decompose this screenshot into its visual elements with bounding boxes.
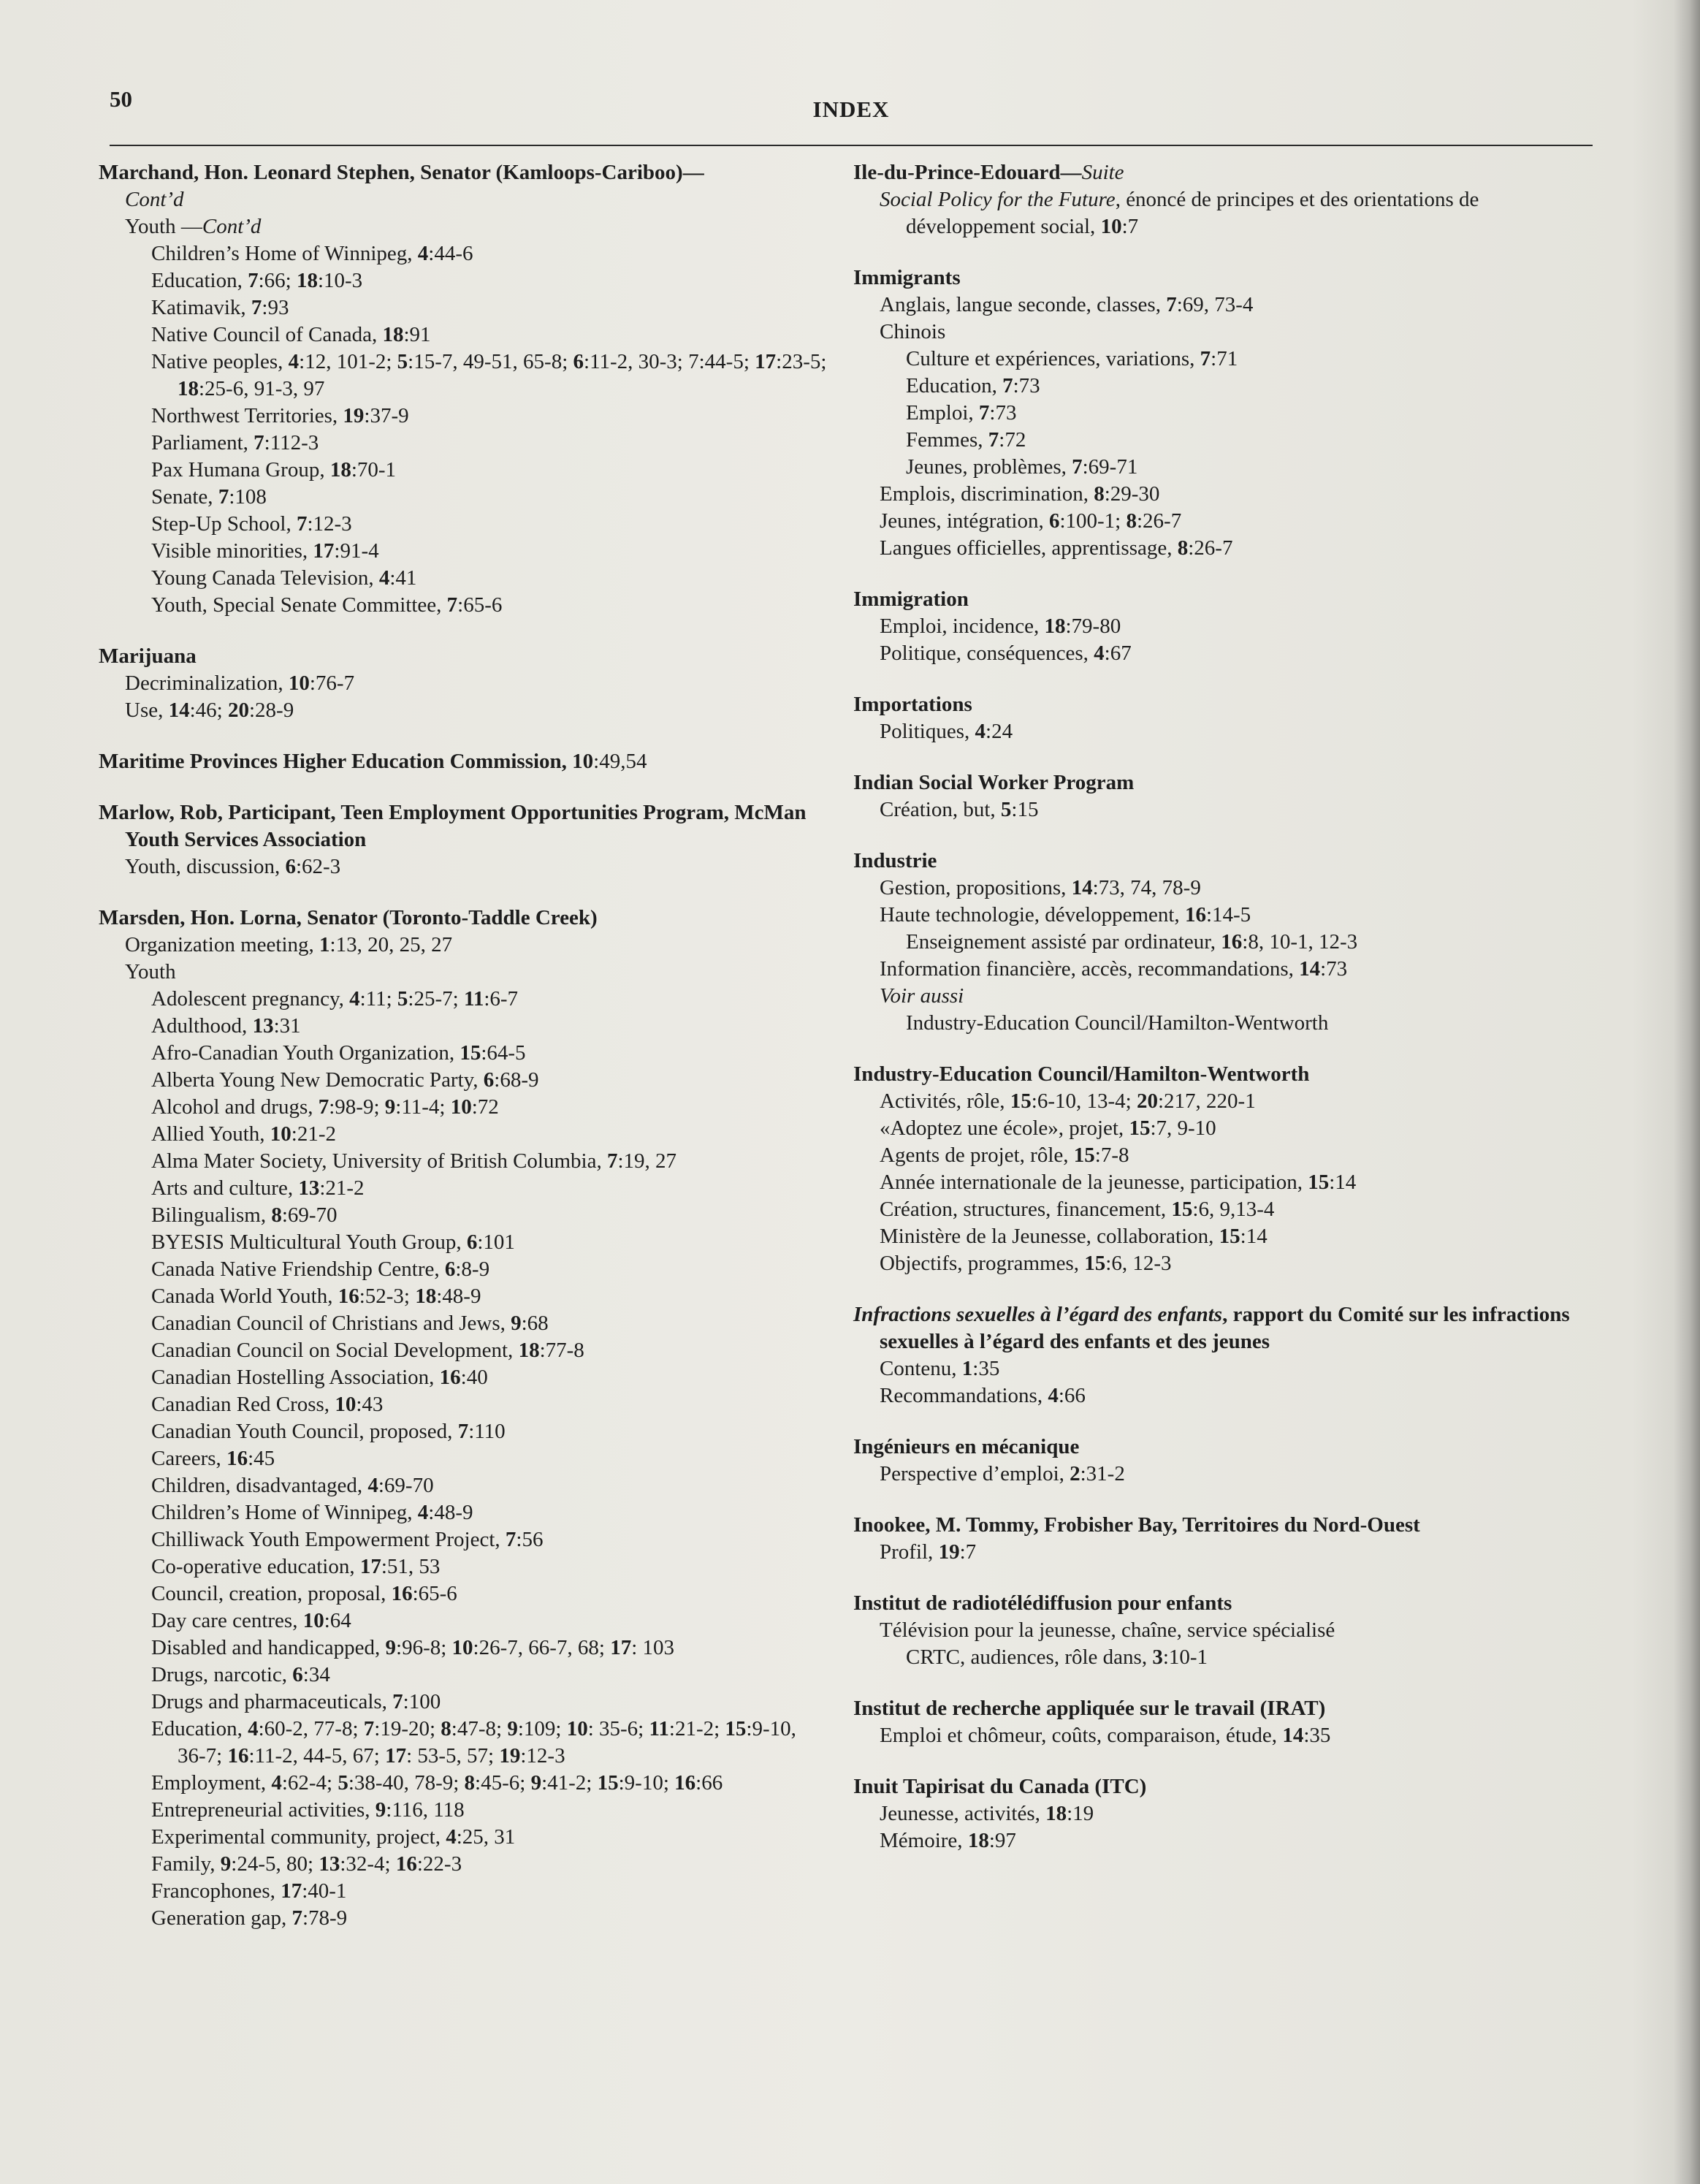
index-subentry: Création, structures, financement, 15:6, 9,13-4: [880, 1198, 1275, 1221]
index-subentry: «Adoptez une école», projet, 15:7, 9-10: [880, 1116, 1216, 1140]
index-subentry: Disabled and handicapped, 9:96-8; 10:26-7, 66-7, 68; 17: 103: [151, 1636, 675, 1659]
index-heading: Immigrants: [853, 266, 961, 289]
index-subentry: Visible minorities, 17:91-4: [151, 539, 379, 563]
index-subentry: Council, creation, proposal, 16:65-6: [151, 1582, 457, 1605]
index-subentry: Politique, conséquences, 4:67: [880, 642, 1132, 665]
index-subentry: Emploi, incidence, 18:79-80: [880, 615, 1121, 638]
index-subentry: Agents de projet, rôle, 15:7-8: [880, 1144, 1129, 1167]
index-heading: Indian Social Worker Program: [853, 771, 1135, 794]
index-subentry: Voir aussi: [880, 984, 964, 1008]
index-entry: [853, 586, 1591, 667]
index-subentry: Mémoire, 18:97: [880, 1829, 1016, 1852]
index-subentry: Emploi, 7:73: [906, 401, 1017, 425]
index-subentry: Use, 14:46; 20:28-9: [125, 699, 294, 722]
index-entry: [99, 643, 829, 724]
index-entry: [853, 159, 1591, 240]
index-subentry: Pax Humana Group, 18:70-1: [151, 458, 397, 482]
index-subentry: Cont’d: [125, 188, 184, 211]
index-subentry: Recommandations, 4:66: [880, 1384, 1086, 1407]
index-subentry: Canada World Youth, 16:52-3; 18:48-9: [151, 1285, 481, 1308]
index-subentry: Native peoples, 4:12, 101-2; 5:15-7, 49-51, 65-8; 6:11-2, 30-3; 7:44-5; 17:23-5; 18:25-6, 91-3, 97: [151, 350, 827, 400]
index-subentry: CRTC, audiences, rôle dans, 3:10-1: [906, 1645, 1208, 1669]
index-subentry: Ministère de la Jeunesse, collaboration, 15:14: [880, 1225, 1268, 1248]
index-heading: Infractions sexuelles à l’égard des enfants, rapport du Comité sur les infractions sexuelles à l’égard des enfants et des jeunes: [853, 1303, 1570, 1353]
index-subentry: Profil, 19:7: [880, 1540, 977, 1564]
index-heading: Institut de radiotélédiffusion pour enfants: [853, 1591, 1232, 1615]
index-entry: [853, 1590, 1591, 1671]
page-spine-shadow: [1674, 0, 1700, 2184]
index-subentry: Jeunes, intégration, 6:100-1; 8:26-7: [880, 509, 1182, 533]
index-subentry: Haute technologie, développement, 16:14-5: [880, 903, 1251, 927]
index-entry: [99, 748, 829, 775]
index-subentry: Adulthood, 13:31: [151, 1014, 301, 1038]
index-subentry: Emplois, discrimination, 8:29-30: [880, 482, 1160, 506]
index-heading: Importations: [853, 693, 972, 716]
index-subentry: Femmes, 7:72: [906, 428, 1026, 452]
index-subentry: Contenu, 1:35: [880, 1357, 1000, 1380]
index-subentry: Allied Youth, 10:21-2: [151, 1122, 336, 1146]
index-subentry: Youth, discussion, 6:62-3: [125, 855, 341, 878]
right-column: [853, 159, 1591, 1879]
index-subentry: Année internationale de la jeunesse, participation, 15:14: [880, 1171, 1357, 1194]
index-subentry: Generation gap, 7:78-9: [151, 1906, 348, 1930]
index-heading: Ile-du-Prince-Edouard—Suite: [853, 161, 1124, 184]
index-subentry: Step-Up School, 7:12-3: [151, 512, 352, 536]
index-subentry: BYESIS Multicultural Youth Group, 6:101: [151, 1230, 515, 1254]
index-subentry: Chilliwack Youth Empowerment Project, 7:56: [151, 1528, 544, 1551]
index-subentry: Education, 4:60-2, 77-8; 7:19-20; 8:47-8; 9:109; 10: 35-6; 11:21-2; 15:9-10, 36-7; 16:11-2, 44-5, 67; 17: 53-5, 57; 19:12-3: [151, 1717, 796, 1768]
index-subentry: Decriminalization, 10:76-7: [125, 671, 355, 695]
index-entry: [853, 1061, 1591, 1277]
index-heading: Inookee, M. Tommy, Frobisher Bay, Territoires du Nord-Ouest: [853, 1513, 1420, 1537]
index-subentry: Information financière, accès, recommandations, 14:73: [880, 957, 1348, 981]
index-subentry: Organization meeting, 1:13, 20, 25, 27: [125, 933, 453, 956]
index-entry: [853, 848, 1591, 1037]
index-subentry: Enseignement assisté par ordinateur, 16:8, 10-1, 12-3: [906, 930, 1358, 954]
index-subentry: Emploi et chômeur, coûts, comparaison, étude, 14:35: [880, 1724, 1331, 1747]
index-heading: Marsden, Hon. Lorna, Senator (Toronto-Taddle Creek): [99, 906, 598, 929]
index-subentry: Gestion, propositions, 14:73, 74, 78-9: [880, 876, 1201, 899]
index-heading: Inuit Tapirisat du Canada (ITC): [853, 1775, 1147, 1798]
index-heading: Industry-Education Council/Hamilton-Wentworth: [853, 1062, 1310, 1086]
index-subentry: Afro-Canadian Youth Organization, 15:64-5: [151, 1041, 526, 1065]
index-subentry: Entrepreneurial activities, 9:116, 118: [151, 1798, 465, 1822]
index-heading: Industrie: [853, 849, 937, 872]
index-subentry: Télévision pour la jeunesse, chaîne, service spécialisé: [880, 1618, 1335, 1642]
index-subentry: Experimental community, project, 4:25, 31: [151, 1825, 516, 1849]
index-subentry: Day care centres, 10:64: [151, 1609, 351, 1632]
index-subentry: Langues officielles, apprentissage, 8:26-7: [880, 536, 1233, 560]
index-subentry: Adolescent pregnancy, 4:11; 5:25-7; 11:6-7: [151, 987, 519, 1011]
left-column: [99, 159, 829, 1956]
index-subentry: Native Council of Canada, 18:91: [151, 323, 431, 346]
index-subentry: Children’s Home of Winnipeg, 4:44-6: [151, 242, 473, 265]
index-subentry: Alberta Young New Democratic Party, 6:68-9: [151, 1068, 539, 1092]
index-subentry: Drugs and pharmaceuticals, 7:100: [151, 1690, 441, 1713]
index-subentry: Jeunes, problèmes, 7:69-71: [906, 455, 1138, 479]
index-entry: [853, 1773, 1591, 1854]
index-subentry: Canada Native Friendship Centre, 6:8-9: [151, 1257, 490, 1281]
index-subentry: Culture et expériences, variations, 7:71: [906, 347, 1238, 370]
index-subentry: Création, but, 5:15: [880, 798, 1039, 821]
index-entry: [99, 159, 829, 619]
index-subentry: Social Policy for the Future, énoncé de principes et des orientations de développement social, 10:7: [880, 188, 1479, 238]
index-heading: Marlow, Rob, Participant, Teen Employment Opportunities Program, McMan Youth Services Association: [99, 801, 807, 851]
index-subentry: Northwest Territories, 19:37-9: [151, 404, 409, 427]
header-rule: [110, 145, 1593, 146]
index-subentry: Careers, 16:45: [151, 1447, 275, 1470]
index-subentry: Children’s Home of Winnipeg, 4:48-9: [151, 1501, 473, 1524]
index-subentry: Education, 7:66; 18:10-3: [151, 269, 363, 292]
index-subentry: Francophones, 17:40-1: [151, 1879, 347, 1903]
index-subentry: Alma Mater Society, University of British Columbia, 7:19, 27: [151, 1149, 677, 1173]
index-subentry: Industry-Education Council/Hamilton-Wentworth: [906, 1011, 1329, 1035]
index-subentry: Canadian Youth Council, proposed, 7:110: [151, 1420, 506, 1443]
index-entry: [853, 1434, 1591, 1488]
index-subentry: Parliament, 7:112-3: [151, 431, 319, 454]
index-entry: [99, 905, 829, 1932]
index-subentry: Anglais, langue seconde, classes, 7:69, 73-4: [880, 293, 1254, 316]
page-header: [110, 86, 1593, 123]
index-entry: [853, 1695, 1591, 1749]
index-subentry: Family, 9:24-5, 80; 13:32-4; 16:22-3: [151, 1852, 462, 1876]
index-subentry: Jeunesse, activités, 18:19: [880, 1802, 1094, 1825]
index-entry: [853, 691, 1591, 745]
index-heading: Ingénieurs en mécanique: [853, 1435, 1080, 1458]
index-subentry: Bilingualism, 8:69-70: [151, 1203, 338, 1227]
index-subentry: Youth, Special Senate Committee, 7:65-6: [151, 593, 503, 617]
index-heading: Institut de recherche appliquée sur le travail (IRAT): [853, 1697, 1326, 1720]
index-entry: [853, 1512, 1591, 1566]
index-subentry: Canadian Hostelling Association, 16:40: [151, 1366, 488, 1389]
running-title: INDEX: [812, 96, 890, 122]
index-subentry: Education, 7:73: [906, 374, 1040, 397]
index-subentry: Chinois: [880, 320, 946, 343]
index-subentry: Canadian Red Cross, 10:43: [151, 1393, 384, 1416]
index-subentry: Arts and culture, 13:21-2: [151, 1176, 365, 1200]
index-subentry: Activités, rôle, 15:6-10, 13-4; 20:217, 220-1: [880, 1089, 1256, 1113]
index-entry: [853, 1301, 1591, 1409]
index-subentry: Canadian Council on Social Development, 18:77-8: [151, 1339, 584, 1362]
index-heading: Maritime Provinces Higher Education Commission, 10:49,54: [99, 750, 647, 773]
index-subentry: Canadian Council of Christians and Jews, 9:68: [151, 1312, 549, 1335]
index-subentry: Young Canada Television, 4:41: [151, 566, 417, 590]
index-subentry: Katimavik, 7:93: [151, 296, 289, 319]
index-heading: Marijuana: [99, 644, 197, 668]
index-heading: Marchand, Hon. Leonard Stephen, Senator (Kamloops-Cariboo)—: [99, 161, 704, 184]
index-subentry: Politiques, 4:24: [880, 720, 1013, 743]
index-heading: Immigration: [853, 587, 969, 611]
index-subentry: Youth: [125, 960, 176, 983]
index-entry: [99, 799, 829, 880]
index-subentry: Alcohol and drugs, 7:98-9; 9:11-4; 10:72: [151, 1095, 499, 1119]
index-subentry: Youth —Cont’d: [125, 215, 262, 238]
index-subentry: Co-operative education, 17:51, 53: [151, 1555, 441, 1578]
index-entry: [853, 769, 1591, 823]
index-subentry: Employment, 4:62-4; 5:38-40, 78-9; 8:45-6; 9:41-2; 15:9-10; 16:66: [151, 1771, 723, 1795]
index-subentry: Perspective d’emploi, 2:31-2: [880, 1462, 1125, 1485]
index-subentry: Objectifs, programmes, 15:6, 12-3: [880, 1252, 1172, 1275]
index-subentry: Senate, 7:108: [151, 485, 267, 509]
page-number: 50: [110, 86, 132, 112]
index-subentry: Drugs, narcotic, 6:34: [151, 1663, 330, 1686]
index-subentry: Children, disadvantaged, 4:69-70: [151, 1474, 434, 1497]
index-entry: [853, 265, 1591, 562]
